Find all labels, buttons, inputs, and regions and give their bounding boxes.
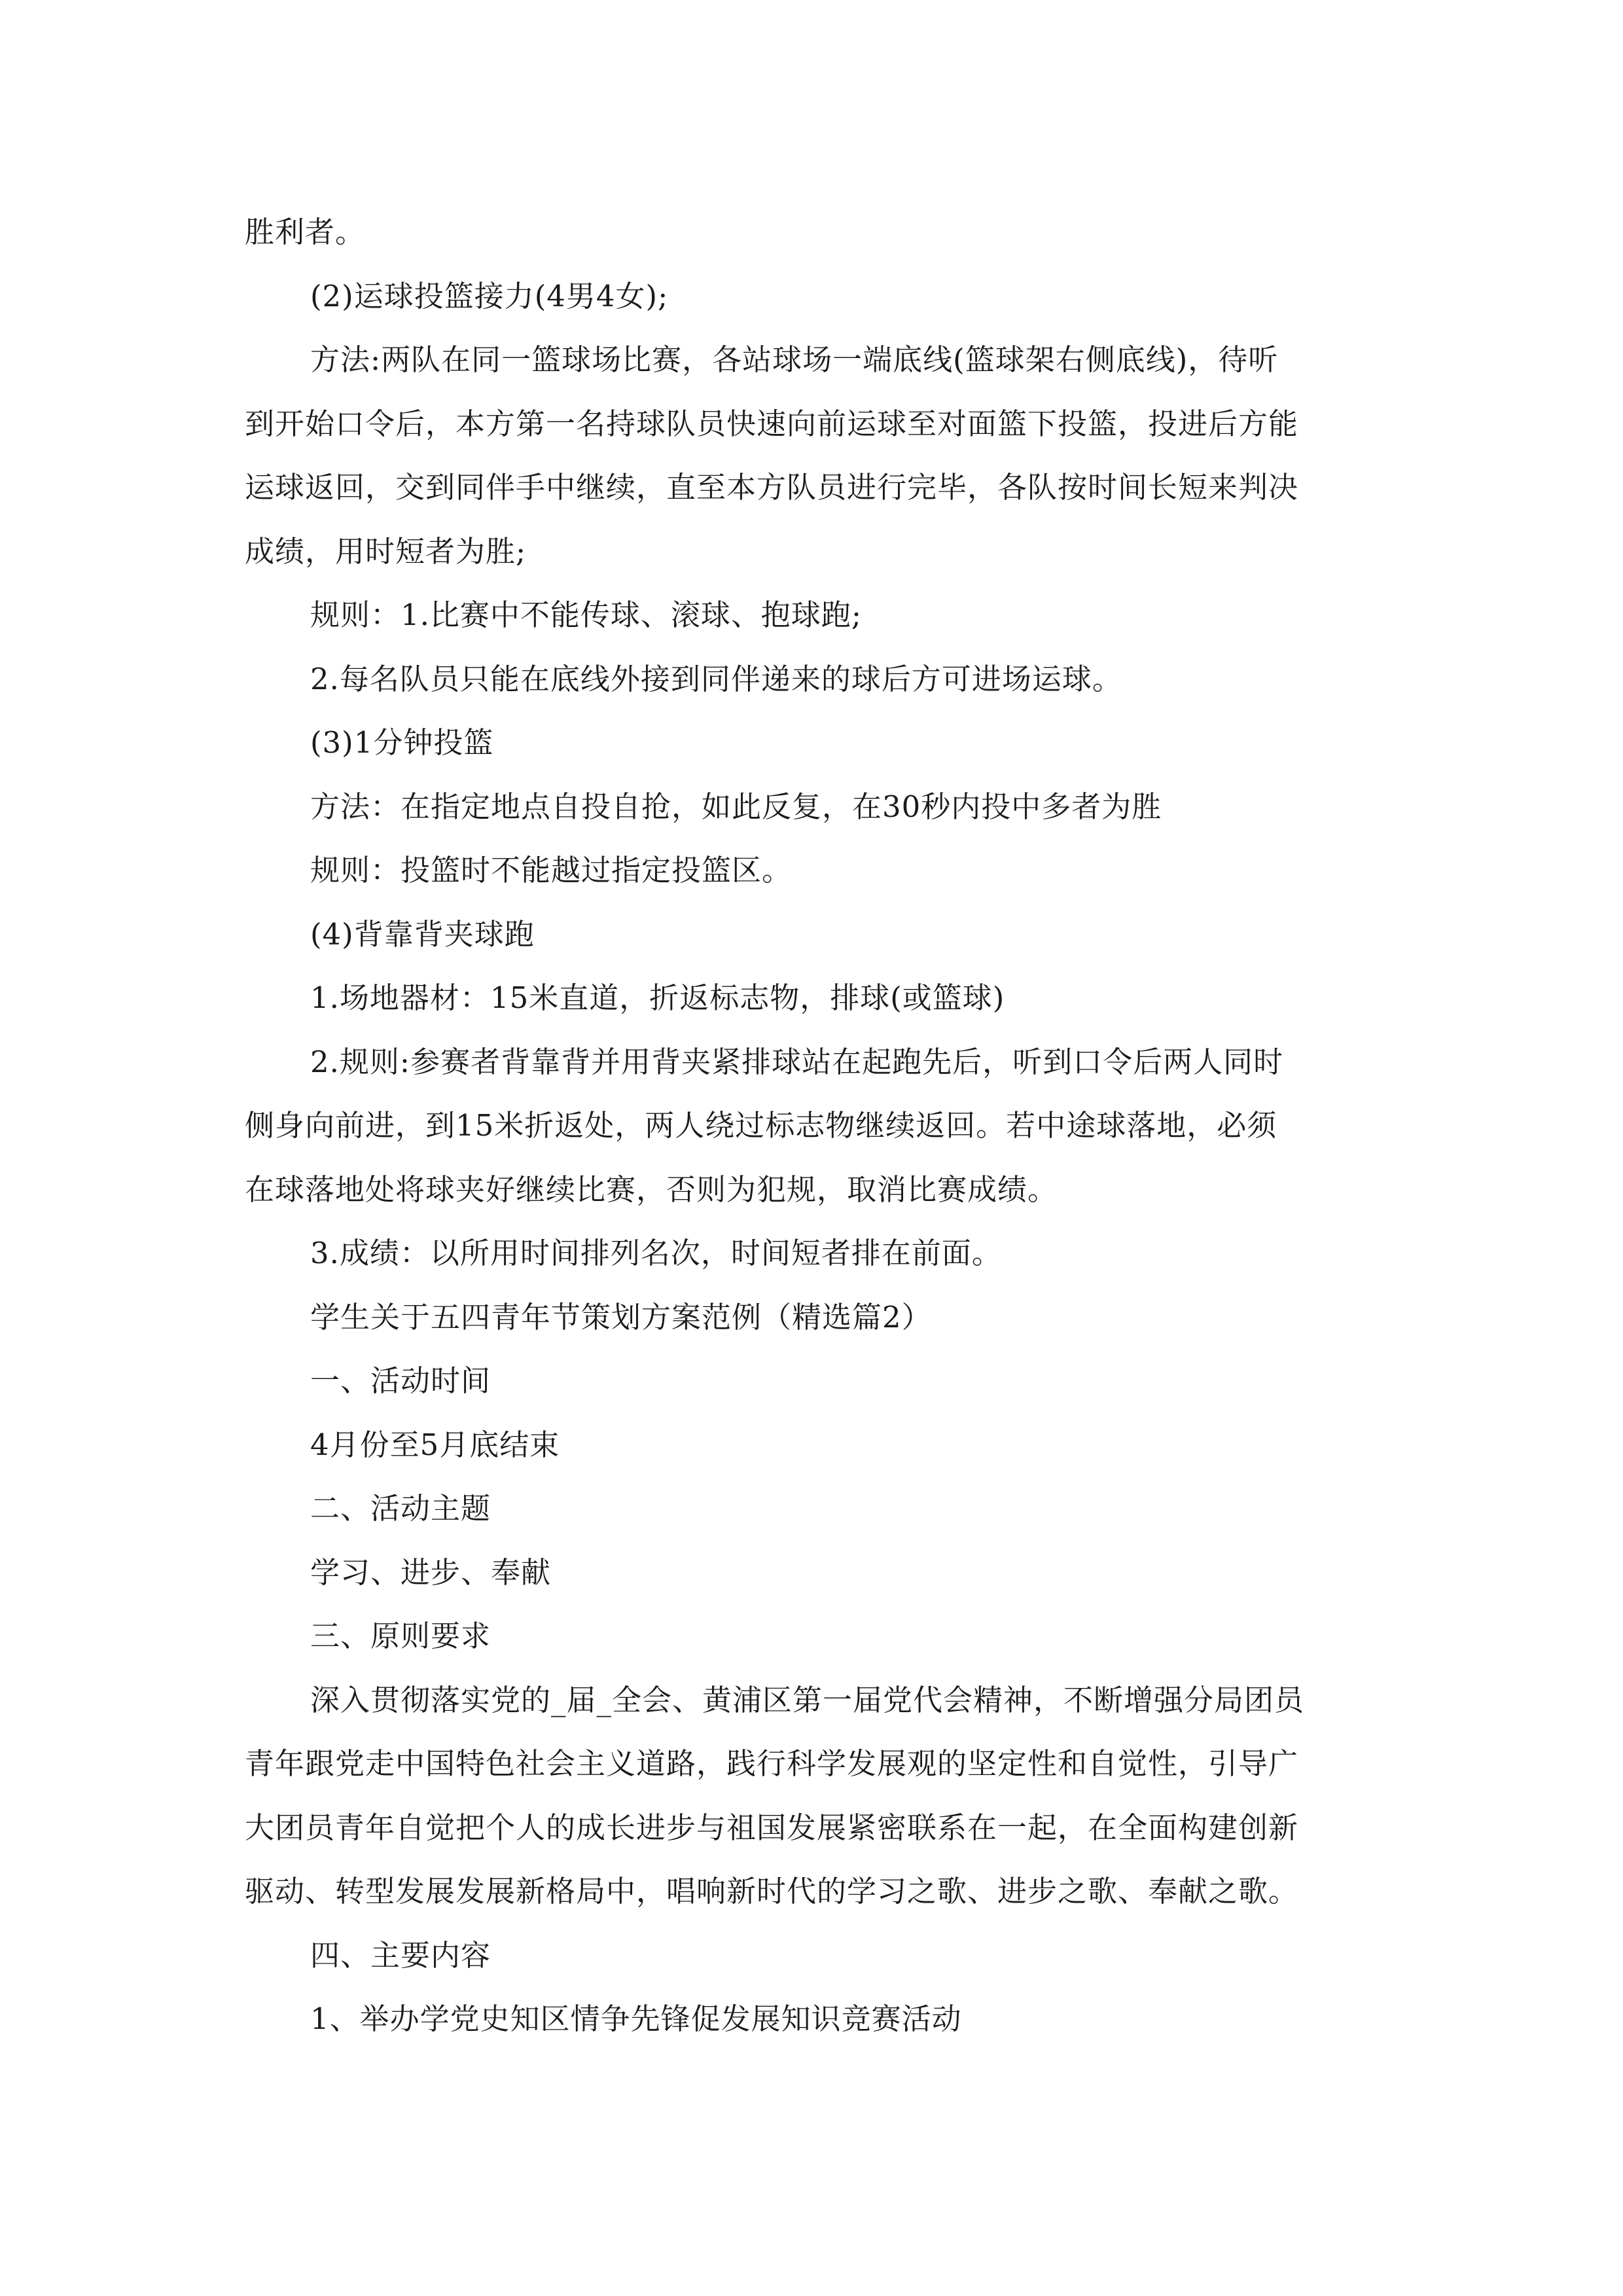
text-line: 4月份至5月底结束	[310, 1427, 560, 1462]
text-line: 青年跟党走中国特色社会主义道路，践行科学发展观的坚定性和自觉性，引导广	[245, 1746, 1299, 1781]
text-line: 方法:两队在同一篮球场比赛，各站球场一端底线(篮球架右侧底线)，待听	[310, 342, 1279, 377]
section-heading: 四、主要内容	[310, 1937, 491, 1973]
document-body	[245, 200, 1406, 2051]
text-line: (2)运球投篮接力(4男4女);	[310, 278, 669, 314]
text-line: 3.成绩：以所用时间排列名次，时间短者排在前面。	[310, 1236, 1002, 1270]
text-line: 侧身向前进，到15米折返处，两人绕过标志物继续返回。若中途球落地，必须	[245, 1108, 1277, 1143]
text-line: (3)1分钟投篮	[310, 725, 494, 760]
section-heading: 三、原则要求	[310, 1619, 491, 1653]
text-line: (4)背靠背夹球跑	[310, 916, 535, 952]
text-line: 大团员青年自觉把个人的成长进步与祖国发展紧密联系在一起，在全面构建创新	[245, 1810, 1299, 1845]
section-heading: 学生关于五四青年节策划方案范例（精选篇2）	[310, 1299, 932, 1335]
text-line: 方法：在指定地点自投自抢，如此反复，在30秒内投中多者为胜	[310, 789, 1162, 824]
text-line: 胜利者。	[245, 215, 366, 249]
text-line: 规则：投篮时不能越过指定投篮区。	[310, 853, 793, 888]
text-line: 2.规则:参赛者背靠背并用背夹紧排球站在起跑先后，听到口令后两人同时	[310, 1044, 1284, 1079]
text-line: 学习、进步、奉献	[310, 1554, 552, 1590]
text-line: 1、举办学党史知区情争先锋促发展知识竞赛活动	[310, 2001, 962, 2036]
text-line: 1.场地器材：15米直道，折返标志物，排球(或篮球)	[310, 980, 1005, 1015]
text-line: 在球落地处将球夹好继续比赛，否则为犯规，取消比赛成绩。	[245, 1172, 1058, 1207]
text-line: 运球返回，交到同伴手中继续，直至本方队员进行完毕，各队按时间长短来判决	[245, 470, 1299, 505]
section-heading: 二、活动主题	[310, 1491, 491, 1526]
text-line: 驱动、转型发展发展新格局中，唱响新时代的学习之歌、进步之歌、奉献之歌。	[245, 1874, 1299, 1909]
text-line: 成绩，用时短者为胜;	[245, 533, 527, 569]
text-line: 深入贯彻落实党的_届_全会、黄浦区第一届党代会精神，不断增强分局团员	[310, 1682, 1305, 1717]
text-line: 2.每名队员只能在底线外接到同伴递来的球后方可进场运球。	[310, 661, 1122, 696]
text-line: 到开始口令后，本方第一名持球队员快速向前运球至对面篮下投篮，投进后方能	[245, 406, 1299, 441]
section-heading: 一、活动时间	[310, 1363, 491, 1398]
text-line: 规则：1.比赛中不能传球、滚球、抱球跑;	[310, 598, 863, 632]
